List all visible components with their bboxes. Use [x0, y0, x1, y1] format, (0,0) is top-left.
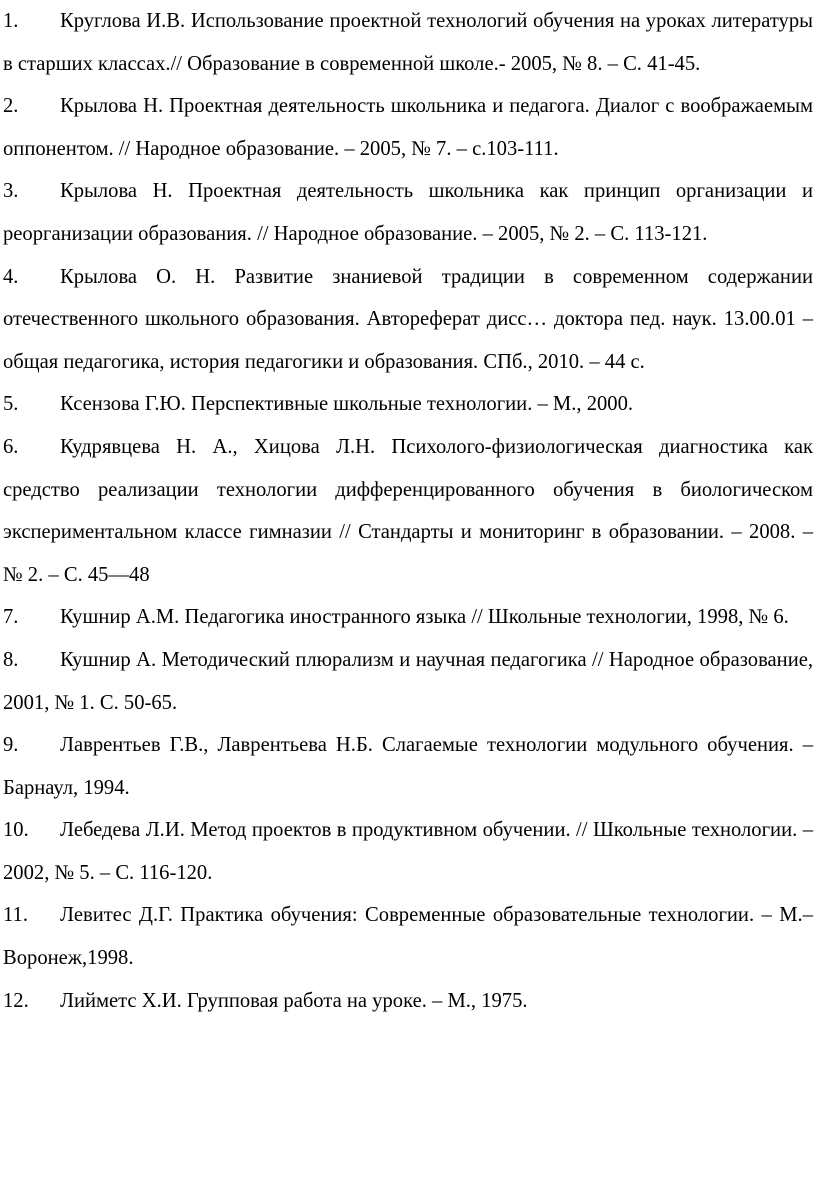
reference-number: 3.	[3, 180, 19, 203]
reference-item	[3, 426, 813, 596]
reference-text: Ксензова Г.Ю. Перспективные школьные технологии. – М., 2000.	[60, 393, 634, 416]
reference-item	[3, 0, 813, 85]
reference-number: 8.	[3, 648, 19, 671]
reference-number: 1.	[3, 10, 19, 32]
reference-number: 9.	[3, 734, 19, 757]
reference-text: Кушнир А.М. Педагогика иностранного языка // Школьные технологии, 1998, № 6.	[60, 606, 789, 629]
reference-text: Кушнир А. Методический плюрализм и научная педагогика // Народное образование, 2001, № 1. С. 50-65.	[3, 648, 813, 714]
reference-number: 11.	[3, 904, 28, 927]
reference-text: Крылова Н. Проектная деятельность школьника как принцип организации и реорганизации образования. // Народное образование. – 2005, № 2. – С. 113-121.	[3, 180, 813, 245]
reference-list	[3, 0, 813, 1022]
reference-text: Лаврентьев Г.В., Лаврентьева Н.Б. Слагаемые технологии модульного обучения. – Барнаул, 1994.	[3, 734, 813, 799]
reference-item	[3, 383, 813, 426]
reference-text: Лебедева Л.И. Метод проектов в продуктивном обучении. // Школьные технологии. – 2002, № 5. – С. 116-120.	[3, 819, 813, 884]
reference-item	[3, 980, 813, 1023]
reference-text: Кудрявцева Н. А., Хицова Л.Н. Психолого-физиологическая диагностика как средство реализации технологии дифференцированного обучения в биологическом экспериментальном классе гимназии // Стандарты и мониторинг в образовании. – 2008. – № 2. – С. 45—48	[3, 435, 813, 586]
reference-text: Левитес Д.Г. Практика обучения: Современные образовательные технологии. – М.– Воронеж,1998.	[3, 904, 813, 970]
reference-item	[3, 724, 813, 809]
reference-item	[3, 809, 813, 894]
reference-item	[3, 639, 813, 724]
reference-item	[3, 894, 813, 979]
reference-number: 7.	[3, 606, 19, 629]
reference-text: Крылова Н. Проектная деятельность школьника и педагога. Диалог с воображаемым оппонентом. // Народное образование. – 2005, № 7. – с.103-111.	[3, 95, 813, 160]
reference-number: 10.	[3, 819, 29, 842]
reference-text: Лийметс Х.И. Групповая работа на уроке. – М., 1975.	[60, 989, 528, 1012]
reference-item	[3, 256, 813, 384]
reference-number: 12.	[3, 989, 29, 1012]
reference-item	[3, 596, 813, 639]
reference-number: 6.	[3, 435, 19, 458]
reference-number: 4.	[3, 265, 19, 288]
reference-number: 2.	[3, 95, 19, 118]
reference-number: 5.	[3, 393, 19, 416]
reference-item	[3, 85, 813, 170]
reference-item	[3, 170, 813, 255]
reference-text: Круглова И.В. Использование проектной технологий обучения на уроках литературы в старших классах.// Образование в современной школе.- 2005, № 8. – С. 41-45.	[3, 10, 813, 75]
reference-text: Крылова О. Н. Развитие знаниевой традиции в современном содержании отечественного школьного образования. Автореферат дисс… доктора пед. наук. 13.00.01 – общая педагогика, история педагогики и образования. СПб., 2010. – 44 с.	[3, 265, 813, 373]
